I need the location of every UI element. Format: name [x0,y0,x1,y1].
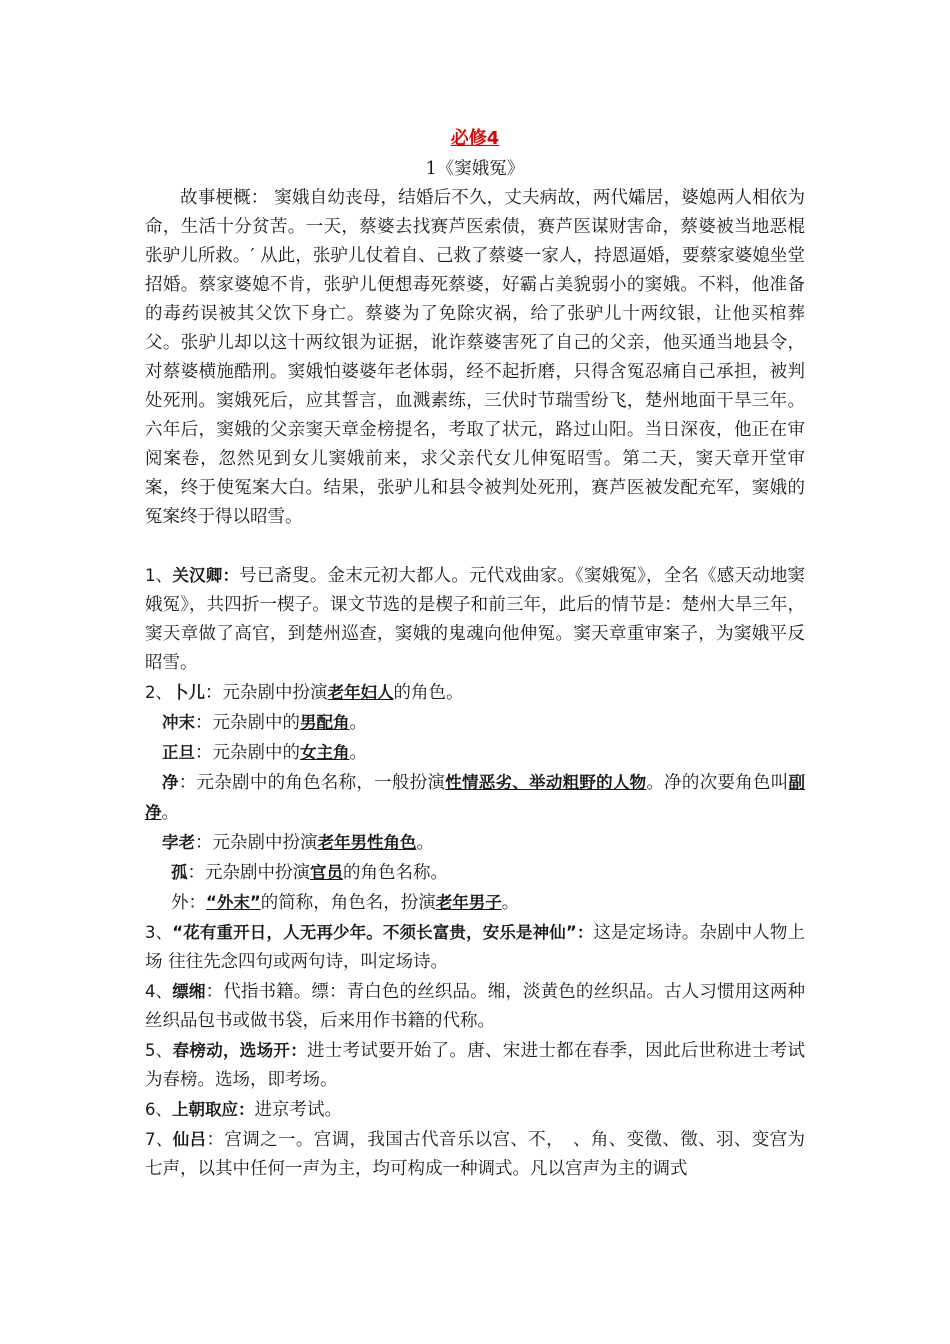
note-text: 元杂剧中扮演 [212,833,318,853]
note-colon: ： [576,923,594,942]
note-jing [145,768,805,828]
note-text: 宫调之一。宫调，我国古代音乐以宫、不， 、角、变徵、徵、羽、变宫为七声，以其中任何一声为主，均可构成一种调式。凡以宫声为主的调式 [145,1130,806,1179]
note-number: 3、 [145,923,173,942]
note-term: 上朝取应 [172,1100,238,1119]
note-text: 的角色。 [393,683,464,703]
note-text: 。 [501,893,520,913]
note-highlight: 老年男子 [435,893,502,912]
note-term: 外 [171,893,189,913]
note-number: 1、 [145,566,173,585]
note-text: 。 [349,743,367,763]
note-colon: ： [187,863,205,883]
note-text: 。净的次要角色叫 [646,773,789,793]
note-text: 。 [416,833,434,853]
note-5 [145,1036,805,1095]
note-text: 进京考试。 [254,1100,342,1120]
note-gu [145,858,805,888]
note-number: 2、 [145,683,172,702]
note-term: 仙吕 [172,1130,207,1149]
note-colon: ： [195,833,213,853]
note-text: 元杂剧中的 [212,713,300,733]
note-text: 号已斋叟。金末元初大都人。元代戏曲家。《窦娥冤》，全名《感天动地窦娥冤》，共四折一楔子。课文节选的是楔子和前三年，此后的情节是：楚州大旱三年，窦天章做了高官，到楚州巡查，窦娥的鬼魂向他伸冤。窦天章重审案子，为窦娥平反昭雪。 [145,566,806,673]
note-colon: ： [188,893,206,913]
note-highlight: 副净 [145,773,806,822]
note-text: 的简称，角色名，扮演 [260,893,436,913]
note-bolao [145,828,805,858]
note-term: 缥缃 [172,982,206,1001]
note-6 [145,1095,805,1125]
note-term: 孤 [171,863,188,882]
note-text: 。 [349,713,367,733]
note-text: 元杂剧中的 [212,743,300,763]
note-colon: ： [206,1130,225,1150]
summary-label: 故事梗概： [180,188,269,208]
note-highlight: 男配角 [300,713,350,732]
note-colon: ： [195,713,213,733]
note-highlight: 官员 [310,863,343,882]
story-summary [145,184,805,532]
note-colon: ： [290,1041,307,1060]
note-term: 春榜动，选场开 [172,1041,291,1060]
note-number: 5、 [145,1041,173,1060]
note-text: 这是定场诗。杂剧中人物上场 往往先念四句或两句诗，叫定场诗。 [145,923,806,972]
note-number: 4、 [145,982,173,1001]
note-number: 7、 [145,1130,173,1149]
note-chongmo [145,708,805,738]
note-term: 正旦 [162,743,195,762]
note-highlight: 女主角 [300,743,350,762]
note-1 [145,561,805,678]
spacer [145,532,805,561]
note-text: 元杂剧中扮演 [205,863,310,883]
note-zhengdan [145,738,805,768]
note-text: 的角色名称。 [343,863,448,883]
note-colon: ： [195,743,213,763]
note-text: 元杂剧中扮演 [222,683,328,703]
note-text: 元杂剧中的角色名称，一般扮演 [196,773,446,793]
document-page [145,124,805,1184]
note-wai [145,888,805,918]
note-text: 。 [161,803,179,823]
note-colon: ： [205,982,224,1002]
note-term: “花有重开日，人无再少年。不须长富贵，安乐是神仙” [172,923,577,942]
note-7 [145,1125,805,1184]
note-3 [145,918,805,977]
note-4 [145,977,805,1036]
book-title: 必修4 [450,128,500,149]
note-2 [145,678,805,708]
note-term: 关汉卿 [172,566,223,585]
note-term: 卜儿 [172,683,205,702]
note-text: 进士考试要开始了。唐、宋进士都在春季，因此后世称进士考试为春榜。选场，即考场。 [145,1041,806,1090]
note-number: 6、 [145,1100,172,1119]
note-term: 净 [162,773,179,792]
note-text: 代指书籍。缥：青白色的丝织品。缃，淡黄色的丝织品。古人习惯用这两种丝织品包书或做书袋，后来用作书籍的代称。 [145,982,806,1031]
note-term: 孛老 [162,833,195,852]
note-colon: ： [205,683,223,703]
note-colon: ： [238,1100,255,1119]
note-colon: ： [222,566,240,585]
summary-text: 窦娥自幼丧母，结婚后不久，丈夫病故，两代孀居，婆媳两人相依为命，生活十分贫苦。一天，蔡婆去找赛芦医索债，赛芦医谋财害命，蔡婆被当地恶棍张驴儿所救。′ 从此，张驴儿仗着自、己救了蔡婆一家人，持恩逼婚，要蔡家婆媳坐堂招婚。蔡家婆媳不肯，张驴儿便想毒死蔡婆，好霸占美貌弱小的窦娥。不料，他准备的毒药误被其父饮下身亡。蔡婆为了免除灾祸，给了张驴儿十两纹银，让他买棺葬父。张驴儿却以这十两纹银为证据，讹诈蔡婆害死了自己的父亲，他买通当地县令，对蔡婆横施酷刑。窦娥怕婆婆年老体弱，经不起折磨，只得含冤忍痛自己承担，被判处死刑。窦娥死后，应其誓言，血溅素练，三伏时节瑞雪纷飞，楚州地面干旱三年。六年后，窦娥的父亲窦天章金榜提名，考取了状元，路过山阳。当日深夜，他正在审阅案卷，忽然见到女儿窦娥前来，求父亲代女儿伸冤昭雪。第二天，窦天章开堂审案，终于使冤案大白。结果，张驴儿和县令被判处死刑，赛芦医被发配充军，窦娥的冤案终于得以昭雪。 [145,188,805,527]
note-highlight: 老年妇人 [327,683,394,702]
note-highlight: 老年男性角色 [317,833,417,852]
note-highlight: “外末” [206,893,261,912]
note-term: 冲末 [162,713,195,732]
note-colon: ： [178,773,197,793]
note-highlight: 性情恶劣、举动粗野的人物 [445,773,647,792]
lesson-title: 1《窦娥冤》 [425,159,525,179]
